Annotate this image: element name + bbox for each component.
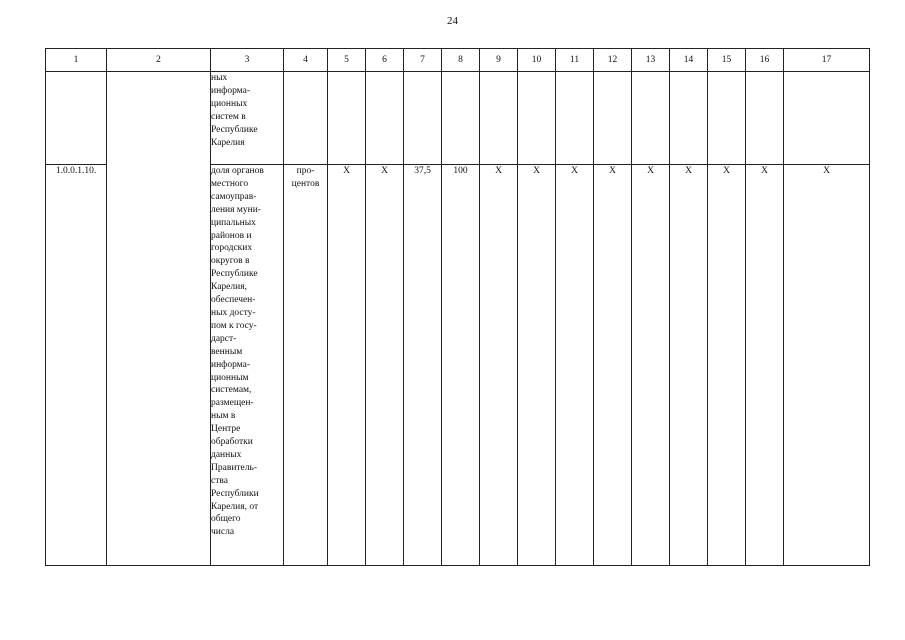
text-line: Центре (211, 424, 241, 435)
value-cell-17: X (784, 165, 870, 566)
text-line: размещен- (211, 398, 254, 409)
text-line: местного (211, 178, 249, 189)
header-cell-6: 6 (366, 49, 404, 72)
text-line: ционным (211, 372, 249, 383)
header-cell-8: 8 (442, 49, 480, 72)
value-cell-9: X (480, 165, 518, 566)
text-line: дарст- (211, 333, 237, 344)
indicator-code-cell: 1.0.0.1.10. (46, 165, 107, 566)
header-cell-11: 11 (556, 49, 594, 72)
header-cell-12: 12 (594, 49, 632, 72)
text-line: обеспечен- (211, 295, 256, 306)
header-cell-14: 14 (670, 49, 708, 72)
indicator-name-cell (211, 165, 284, 566)
continued-indicator-name-cell (211, 72, 284, 165)
page-number: 24 (447, 15, 458, 27)
empty-cell (404, 72, 442, 165)
text-line: Республики (211, 488, 259, 499)
text-line: ства (211, 475, 228, 486)
text-line: пом к госу- (211, 320, 257, 331)
text-line: обработки (211, 437, 253, 448)
text-line: данных (211, 449, 242, 460)
text-line: ционных (211, 98, 248, 109)
value-cell-14: X (670, 165, 708, 566)
text-line: Республике (211, 269, 258, 280)
empty-cell (328, 72, 366, 165)
empty-cell (670, 72, 708, 165)
text-line: информа- (211, 359, 251, 370)
value-cell-12: X (594, 165, 632, 566)
header-cell-16: 16 (746, 49, 784, 72)
header-cell-5: 5 (328, 49, 366, 72)
text-line: ных досту- (211, 307, 256, 318)
value-cell-5: X (328, 165, 366, 566)
text-line: округов в (211, 256, 250, 267)
value-cell-6: X (366, 165, 404, 566)
value-cell-7: 37,5 (404, 165, 442, 566)
text-line: ления муни- (211, 204, 261, 215)
empty-cell (784, 72, 870, 165)
header-cell-7: 7 (404, 49, 442, 72)
unit-cell (284, 165, 328, 566)
header-cell-10: 10 (518, 49, 556, 72)
text-line: венным (211, 346, 243, 357)
empty-cell (594, 72, 632, 165)
header-cell-13: 13 (632, 49, 670, 72)
empty-cell (518, 72, 556, 165)
text-line: районов и (211, 230, 252, 241)
value-cell-13: X (632, 165, 670, 566)
header-cell-4: 4 (284, 49, 328, 72)
text-line: ным в (211, 411, 236, 422)
unit-line: центов (291, 178, 320, 189)
text-line: Правитель- (211, 462, 258, 473)
value-cell-11: X (556, 165, 594, 566)
program-name-cell (107, 72, 211, 566)
indicator-table (45, 48, 870, 566)
table-row-continued (46, 72, 870, 165)
empty-cell (480, 72, 518, 165)
text-line: Карелия (211, 137, 245, 148)
text-line: общего (211, 514, 241, 525)
text-line: самоуправ- (211, 191, 257, 202)
text-line: Республике (211, 124, 258, 135)
continued-code-cell (46, 72, 107, 165)
text-line: числа (211, 527, 235, 538)
empty-cell (708, 72, 746, 165)
text-line: ципальных (211, 217, 256, 228)
text-line: Карелия, от (211, 501, 259, 512)
text-line: доля органов (211, 166, 264, 176)
empty-cell (284, 72, 328, 165)
header-cell-15: 15 (708, 49, 746, 72)
empty-cell (556, 72, 594, 165)
header-cell-1: 1 (46, 49, 107, 72)
value-cell-15: X (708, 165, 746, 566)
unit-line: про- (296, 166, 315, 176)
text-line: систем в (211, 111, 246, 122)
text-line: Карелия, (211, 282, 247, 293)
text-line: ных (211, 73, 228, 83)
empty-cell (746, 72, 784, 165)
text-line: системам, (211, 385, 252, 396)
value-cell-8: 100 (442, 165, 480, 566)
header-cell-3: 3 (211, 49, 284, 72)
value-cell-16: X (746, 165, 784, 566)
header-cell-2: 2 (107, 49, 211, 72)
empty-cell (366, 72, 404, 165)
header-cell-9: 9 (480, 49, 518, 72)
column-number-header-row (46, 49, 870, 72)
empty-cell (442, 72, 480, 165)
header-cell-17: 17 (784, 49, 870, 72)
text-line: информа- (211, 85, 251, 96)
value-cell-10: X (518, 165, 556, 566)
text-line: городских (211, 243, 253, 254)
empty-cell (632, 72, 670, 165)
